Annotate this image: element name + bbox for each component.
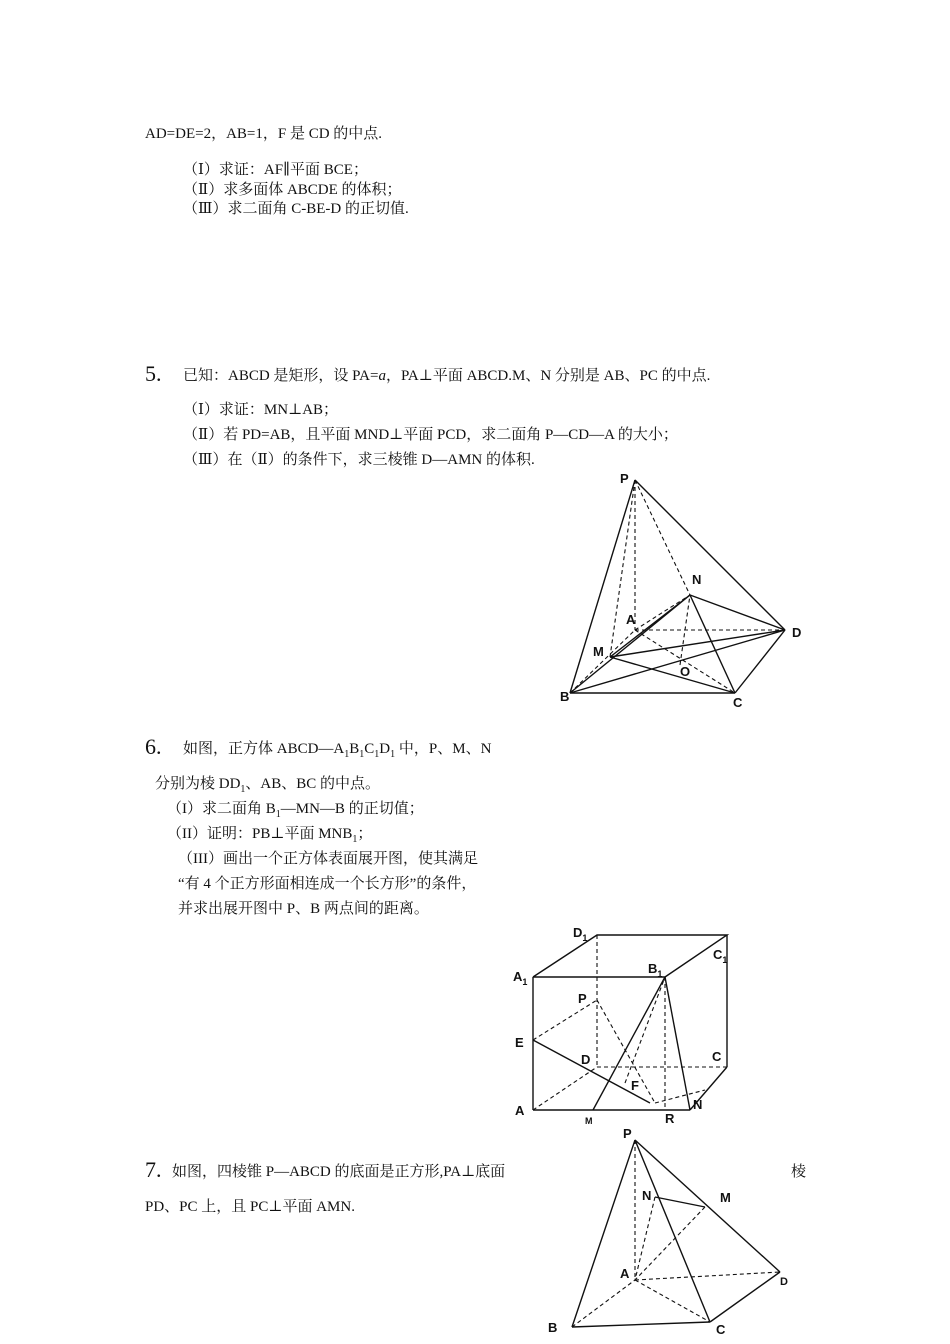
p4-question-2: （Ⅱ）求多面体 ABCDE 的体积； xyxy=(183,182,402,198)
p6-line2-b: 、AB、BC 的中点。 xyxy=(245,776,381,792)
p6-stem-d: D xyxy=(379,741,391,757)
p6-label-R: R xyxy=(665,1111,675,1125)
p6-figure xyxy=(505,915,755,1125)
p6-q2-sub: 1 xyxy=(352,834,358,845)
p6-line2-a: 分别为棱 DD xyxy=(155,776,241,792)
p6-stem-b: B xyxy=(349,741,360,757)
p6-label-E: E xyxy=(515,1035,524,1050)
p4-question-1: （Ⅰ）求证：AF∥平面 BCE； xyxy=(183,162,368,178)
p6-label-A: A xyxy=(515,1103,525,1118)
p6-label-D: D xyxy=(581,1052,591,1067)
p5-label-B: B xyxy=(560,689,570,704)
p4-question-3: （Ⅲ）求二面角 C-BE-D 的正切值. xyxy=(183,201,409,217)
p6-sub-4: 1 xyxy=(390,749,396,760)
p6-stem-e: 中，P、M、N xyxy=(395,741,492,757)
p6-question-3-line-1: （III）画出一个正方体表面展开图，使其满足 xyxy=(178,851,478,867)
p5-question-3: （Ⅲ）在（Ⅱ）的条件下，求三棱锥 D—AMN 的体积. xyxy=(183,452,535,468)
p7-label-D: D xyxy=(780,1276,788,1288)
p7-label-P: P xyxy=(623,1126,632,1141)
p5-stem-a: 已知：ABCD 是矩形，设 PA= xyxy=(183,368,379,384)
p7-label-C: C xyxy=(716,1322,726,1337)
p6-q2-b: ； xyxy=(357,826,373,842)
p5-question-1: （Ⅰ）求证：MN⊥AB； xyxy=(183,402,339,418)
p7-label-A: A xyxy=(620,1266,630,1281)
p6-q2-a: （II）证明：PB⊥平面 MNB xyxy=(167,826,353,842)
p5-question-2: （Ⅱ）若 PD=AB，且平面 MND⊥平面 PCD，求二面角 P—CD—A 的大小； xyxy=(183,427,678,443)
p6-question-1 xyxy=(167,799,424,825)
p5-label-O: O xyxy=(680,664,691,679)
p6-label-C: C xyxy=(712,1049,722,1064)
p5-label-C: C xyxy=(733,695,743,710)
p5-label-A: A xyxy=(626,612,636,627)
p6-label-F: F xyxy=(631,1078,639,1093)
p5-label-N: N xyxy=(692,572,702,587)
p6-sub-3: 1 xyxy=(374,749,380,760)
p6-label-B1: $B_1$ xyxy=(648,961,663,979)
p6-q1-a: （I）求二面角 B xyxy=(167,801,276,817)
p5-stem-b: ，PA⊥平面 ABCD.M、N 分别是 AB、PC 的中点. xyxy=(385,368,711,384)
p6-line2-sub: 1 xyxy=(240,784,246,795)
p6-q1-sub: 1 xyxy=(275,809,281,820)
p5-stem xyxy=(183,366,710,386)
p6-question-3-line-3: 并求出展开图中 P、B 两点间的距离。 xyxy=(178,901,429,917)
p7-label-B: B xyxy=(548,1320,558,1335)
p5-figure xyxy=(550,465,820,715)
p7-label-M: M xyxy=(720,1190,731,1205)
p5-stem-var: a xyxy=(378,368,386,384)
p4-intro: AD=DE=2，AB=1，F 是 CD 的中点. xyxy=(145,126,383,142)
p7-label-N: N xyxy=(642,1188,652,1203)
p7-line-2: PD、PC 上，且 PC⊥平面 AMN. xyxy=(145,1199,355,1215)
p6-q1-b: —MN—B 的正切值； xyxy=(280,801,424,817)
p7-figure xyxy=(540,1122,800,1344)
p6-line-2 xyxy=(155,774,380,800)
p6-label-A1: $A_1$ xyxy=(513,969,528,987)
p6-question-2 xyxy=(167,824,372,850)
p6-number: 6. xyxy=(145,734,162,759)
p6-label-D1: $D_1$ xyxy=(573,925,588,943)
p6-sub-2: 1 xyxy=(359,749,365,760)
p7-stem: 如图，四棱锥 P—ABCD 的底面是正方形,PA⊥底面 xyxy=(172,1164,506,1180)
p6-label-N: N xyxy=(693,1097,703,1112)
p6-stem xyxy=(183,739,491,765)
p6-stem-c: C xyxy=(364,741,375,757)
p7-stem-right: 棱 xyxy=(791,1164,807,1180)
p5-label-P: P xyxy=(620,471,629,486)
p7-number: 7. xyxy=(145,1157,162,1182)
p6-label-M: M xyxy=(585,1116,593,1125)
p6-sub-1: 1 xyxy=(344,749,350,760)
p6-stem-a: 如图，正方体 ABCD—A xyxy=(183,741,345,757)
p6-question-3-line-2: “有 4 个正方形面相连成一个长方形”的条件， xyxy=(178,876,477,892)
p6-label-C1: $C_1$ xyxy=(713,947,728,965)
p5-number: 5. xyxy=(145,361,162,386)
p5-label-D: D xyxy=(792,625,802,640)
p5-label-M: M xyxy=(593,644,604,659)
p6-label-P: P xyxy=(578,991,587,1006)
